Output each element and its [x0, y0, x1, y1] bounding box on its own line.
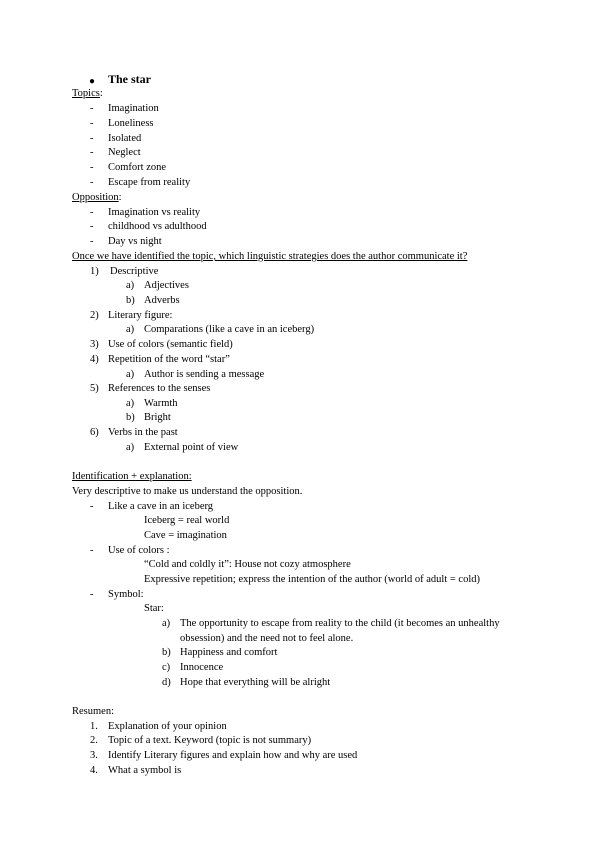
dash-icon: -	[90, 221, 94, 232]
topic-item: Neglect	[108, 147, 141, 158]
colors-expression: Expressive repetition; express the intention of the author (world of adult = cold)	[144, 574, 480, 585]
list-letter: b)	[126, 412, 135, 423]
strategy-item: Descriptive	[110, 266, 159, 277]
cave-note: Cave = imagination	[144, 530, 227, 541]
resumen-heading: Resumen:	[72, 706, 114, 717]
dash-icon: -	[90, 133, 94, 144]
dash-icon: -	[90, 177, 94, 188]
symbol-item: Symbol:	[108, 589, 144, 600]
colors-quote: “Cold and coldly it”: House not cozy atmosphere	[144, 559, 351, 570]
strategy-subitem: Warmth	[144, 398, 178, 409]
list-number: 5)	[90, 383, 99, 394]
list-letter: a)	[126, 369, 135, 380]
resumen-item: Identify Literary figures and explain how and why are used	[108, 750, 358, 761]
identification-intro: Very descriptive to make us understand the opposition.	[72, 486, 303, 497]
topic-item: Isolated	[108, 133, 142, 144]
dash-icon: -	[90, 103, 94, 114]
list-letter: b)	[162, 647, 171, 658]
list-number: 3)	[90, 339, 99, 350]
strategy-item: Repetition of the word “star”	[108, 354, 230, 365]
dash-icon: -	[90, 118, 94, 129]
list-number: 4)	[90, 354, 99, 365]
list-letter: d)	[162, 677, 171, 688]
strategy-item: Literary figure:	[108, 310, 173, 321]
strategy-subitem: Comparations (like a cave in an iceberg)	[144, 324, 315, 335]
topic-item: Comfort zone	[108, 162, 167, 173]
symbol-point: Hope that everything will be alright	[180, 677, 331, 688]
resumen-item: What a symbol is	[108, 765, 182, 776]
symbol-point: Innocence	[180, 662, 224, 673]
topic-item: Loneliness	[108, 118, 154, 129]
list-letter: a)	[162, 618, 171, 629]
list-number: 2.	[90, 735, 98, 746]
list-letter: c)	[162, 662, 171, 673]
list-number: 1)	[90, 266, 99, 277]
strategies-question: Once we have identified the topic, which linguistic strategies does the author communicate it?	[72, 251, 468, 262]
strategy-item: Use of colors (semantic field)	[108, 339, 233, 350]
strategy-subitem: Adverbs	[144, 295, 180, 306]
symbol-point: The opportunity to escape from reality to the child (it becomes an unhealthy obsession) and the need not to feel alone.	[180, 618, 500, 644]
iceberg-note: Iceberg = real world	[144, 515, 230, 526]
dash-icon: -	[90, 501, 94, 512]
list-letter: a)	[126, 398, 135, 409]
document-title: The star	[108, 72, 151, 86]
list-letter: b)	[126, 295, 135, 306]
topic-item: Imagination	[108, 103, 159, 114]
topics-heading: Topics:	[72, 88, 103, 99]
star-label: Star:	[144, 603, 164, 614]
strategy-subitem: Bright	[144, 412, 171, 423]
list-letter: a)	[126, 442, 135, 453]
list-number: 2)	[90, 310, 99, 321]
opposition-item: childhood vs adulthood	[108, 221, 207, 232]
list-letter: a)	[126, 324, 135, 335]
strategy-item: Verbs in the past	[108, 427, 178, 438]
strategy-subitem: External point of view	[144, 442, 239, 453]
dash-icon: -	[90, 147, 94, 158]
dash-icon: -	[90, 162, 94, 173]
identification-heading: Identification + explanation:	[72, 471, 192, 482]
list-letter: a)	[126, 280, 135, 291]
list-number: 1.	[90, 721, 98, 732]
strategy-subitem: Adjectives	[144, 280, 189, 291]
dash-icon: -	[90, 236, 94, 247]
dash-icon: -	[90, 589, 94, 600]
list-number: 4.	[90, 765, 98, 776]
dash-icon: -	[90, 207, 94, 218]
dash-icon: -	[90, 545, 94, 556]
opposition-item: Day vs night	[108, 236, 162, 247]
cave-item: Like a cave in an iceberg	[108, 501, 214, 512]
resumen-item: Topic of a text. Keyword (topic is not summary)	[108, 735, 312, 746]
symbol-point: Happiness and comfort	[180, 647, 278, 658]
opposition-item: Imagination vs reality	[108, 207, 201, 218]
topic-item: Escape from reality	[108, 177, 191, 188]
resumen-item: Explanation of your opinion	[108, 721, 227, 732]
list-number: 3.	[90, 750, 98, 761]
bullet-icon: ●	[89, 76, 96, 87]
colors-item: Use of colors :	[108, 545, 170, 556]
strategy-subitem: Author is sending a message	[144, 369, 265, 380]
list-number: 6)	[90, 427, 99, 438]
opposition-heading: Opposition:	[72, 192, 122, 203]
strategy-item: References to the senses	[108, 383, 211, 394]
